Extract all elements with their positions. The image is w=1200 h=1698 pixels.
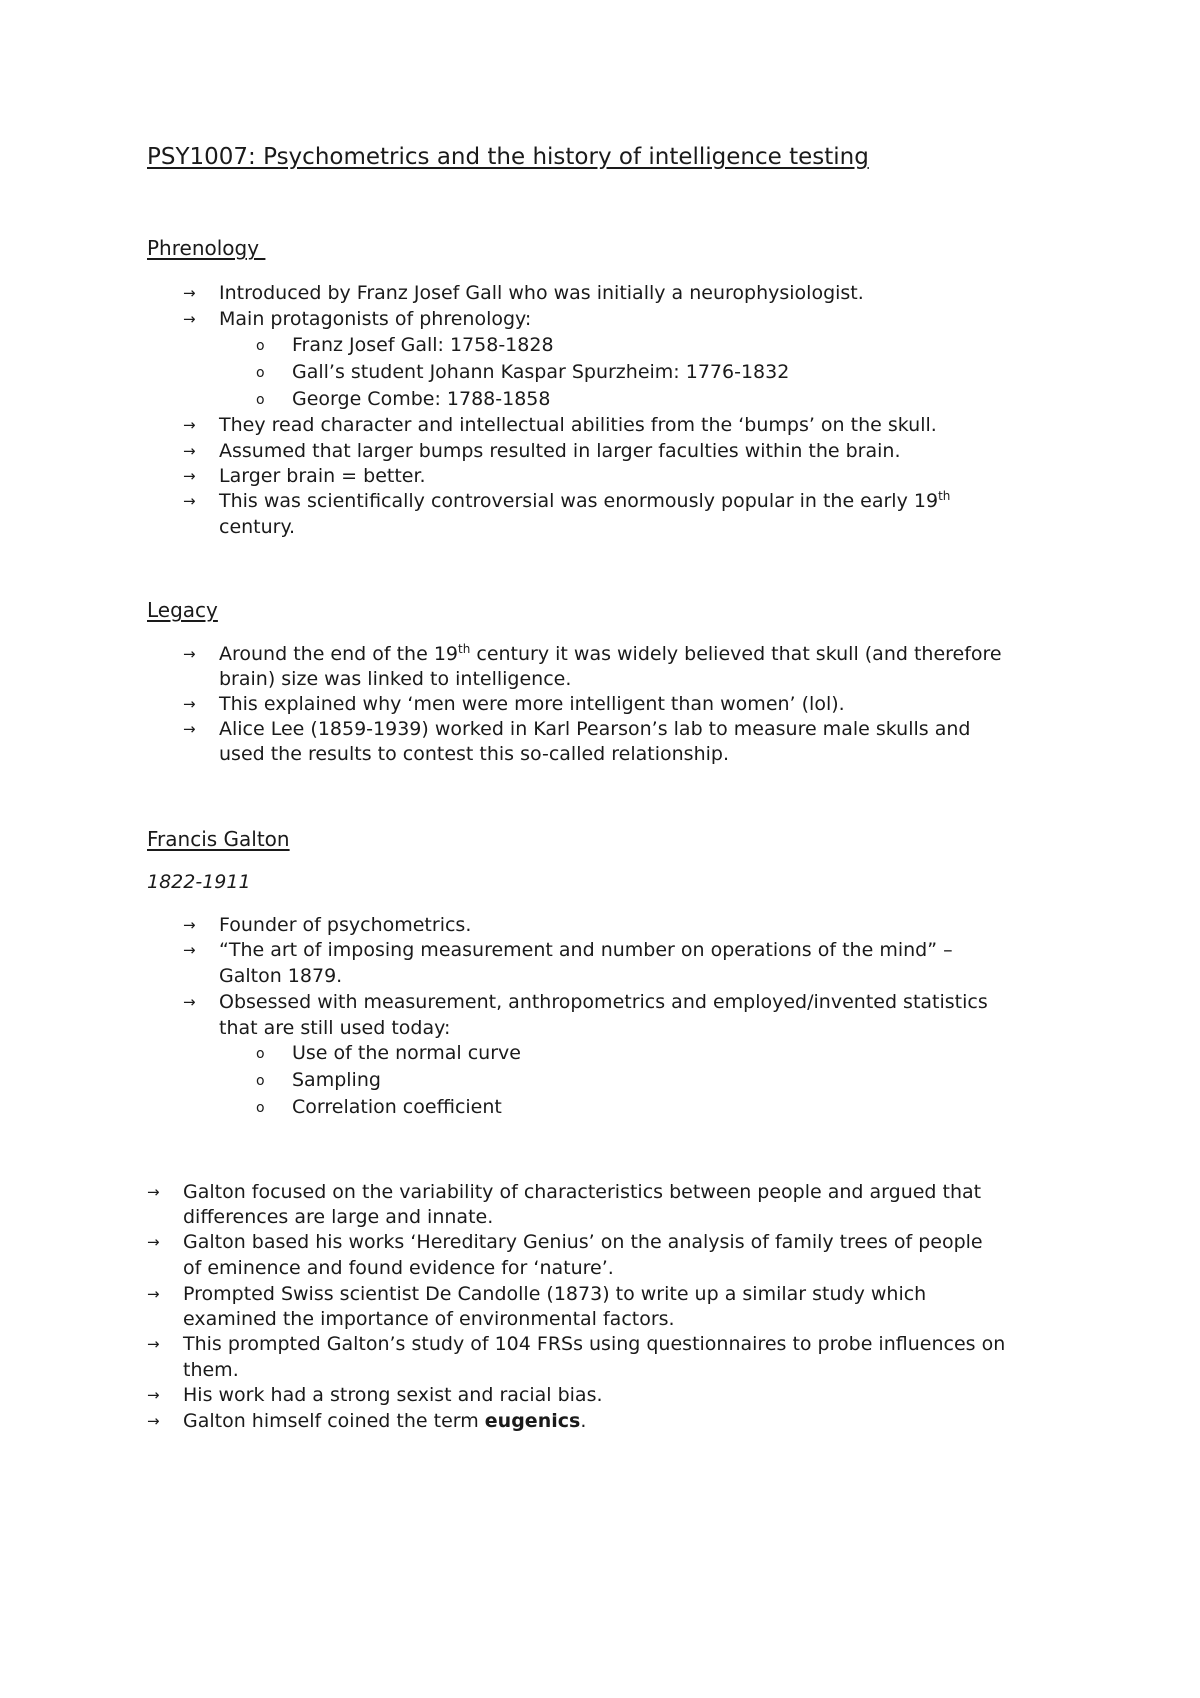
list-item-continuation: differences are large and innate.: [183, 1206, 494, 1228]
sub-list-item: Use of the normal curve: [292, 1042, 521, 1064]
list-item: [219, 488, 950, 514]
list-item-continuation: them.: [183, 1359, 239, 1381]
sub-list-item: Gall’s student Johann Kaspar Spurzheim: 1776-1832: [292, 361, 790, 383]
sub-list-item: Sampling: [292, 1069, 381, 1091]
sub-list-item: Correlation coefficient: [292, 1096, 502, 1118]
list-item: “The art of imposing measurement and number on operations of the mind” –: [219, 939, 953, 961]
list-item: Introduced by Franz Josef Gall who was initially a neurophysiologist.: [219, 282, 864, 304]
list-item-continuation: century.: [219, 516, 296, 538]
arrow-bullet-icon: →: [183, 416, 196, 434]
list-item: Alice Lee (1859-1939) worked in Karl Pearson’s lab to measure male skulls and: [219, 718, 971, 740]
heading-phrenology: Phrenology: [147, 236, 266, 260]
circle-bullet-icon: o: [256, 1100, 265, 1116]
list-item-text: Around the end of the 19: [219, 643, 459, 665]
circle-bullet-icon: o: [256, 392, 265, 408]
list-item: Assumed that larger bumps resulted in larger faculties within the brain.: [219, 440, 901, 462]
arrow-bullet-icon: →: [147, 1233, 160, 1251]
list-item: Galton focused on the variability of characteristics between people and argued that: [183, 1181, 982, 1203]
arrow-bullet-icon: →: [183, 916, 196, 934]
heading-legacy: Legacy: [147, 598, 218, 622]
sub-list-item: George Combe: 1788-1858: [292, 388, 551, 410]
list-item-continuation: examined the importance of environmental factors.: [183, 1308, 675, 1330]
arrow-bullet-icon: →: [183, 492, 196, 510]
list-item: Galton based his works ‘Hereditary Genius’ on the analysis of family trees of people: [183, 1231, 983, 1253]
list-item: [219, 641, 1002, 667]
arrow-bullet-icon: →: [183, 941, 196, 959]
circle-bullet-icon: o: [256, 1073, 265, 1089]
list-item-continuation: that are still used today:: [219, 1017, 451, 1039]
superscript-ordinal: th: [938, 489, 951, 503]
arrow-bullet-icon: →: [147, 1386, 160, 1404]
list-item: Larger brain = better.: [219, 465, 426, 487]
heading-francis-galton: Francis Galton: [147, 827, 290, 851]
arrow-bullet-icon: →: [183, 720, 196, 738]
list-item-continuation: of eminence and found evidence for ‘nature’.: [183, 1257, 614, 1279]
arrow-bullet-icon: →: [147, 1285, 160, 1303]
list-item: This prompted Galton’s study of 104 FRSs using questionnaires to probe influences on: [183, 1333, 1006, 1355]
list-item: Main protagonists of phrenology:: [219, 308, 532, 330]
arrow-bullet-icon: →: [183, 310, 196, 328]
list-item-text: Galton himself coined the term: [183, 1410, 485, 1432]
arrow-bullet-icon: →: [183, 993, 196, 1011]
list-item-text: .: [580, 1410, 587, 1432]
list-item: His work had a strong sexist and racial bias.: [183, 1384, 603, 1406]
document-title: PSY1007: Psychometrics and the history of intelligence testing: [147, 144, 869, 170]
arrow-bullet-icon: →: [183, 442, 196, 460]
list-item: They read character and intellectual abilities from the ‘bumps’ on the skull.: [219, 414, 937, 436]
list-item-text: century it was widely believed that skull (and therefore: [470, 643, 1002, 665]
list-item: Prompted Swiss scientist De Candolle (1873) to write up a similar study which: [183, 1283, 927, 1305]
arrow-bullet-icon: →: [147, 1335, 160, 1353]
superscript-ordinal: th: [458, 642, 471, 656]
list-item: Obsessed with measurement, anthropometrics and employed/invented statistics: [219, 991, 988, 1013]
list-item: [183, 1408, 586, 1434]
list-item-text: This was scientifically controversial was enormously popular in the early 19: [219, 490, 939, 512]
list-item-continuation: brain) size was linked to intelligence.: [219, 668, 572, 690]
bold-term-eugenics: eugenics: [484, 1410, 581, 1432]
galton-dates: 1822-1911: [147, 871, 251, 893]
circle-bullet-icon: o: [256, 365, 265, 381]
arrow-bullet-icon: →: [183, 467, 196, 485]
arrow-bullet-icon: →: [183, 284, 196, 302]
sub-list-item: Franz Josef Gall: 1758-1828: [292, 334, 554, 356]
arrow-bullet-icon: →: [147, 1412, 160, 1430]
circle-bullet-icon: o: [256, 338, 265, 354]
list-item: Founder of psychometrics.: [219, 914, 472, 936]
circle-bullet-icon: o: [256, 1046, 265, 1062]
list-item: This explained why ‘men were more intelligent than women’ (lol).: [219, 693, 845, 715]
list-item-continuation: used the results to contest this so-called relationship.: [219, 743, 729, 765]
list-item-continuation: Galton 1879.: [219, 965, 343, 987]
arrow-bullet-icon: →: [147, 1183, 160, 1201]
arrow-bullet-icon: →: [183, 695, 196, 713]
arrow-bullet-icon: →: [183, 645, 196, 663]
